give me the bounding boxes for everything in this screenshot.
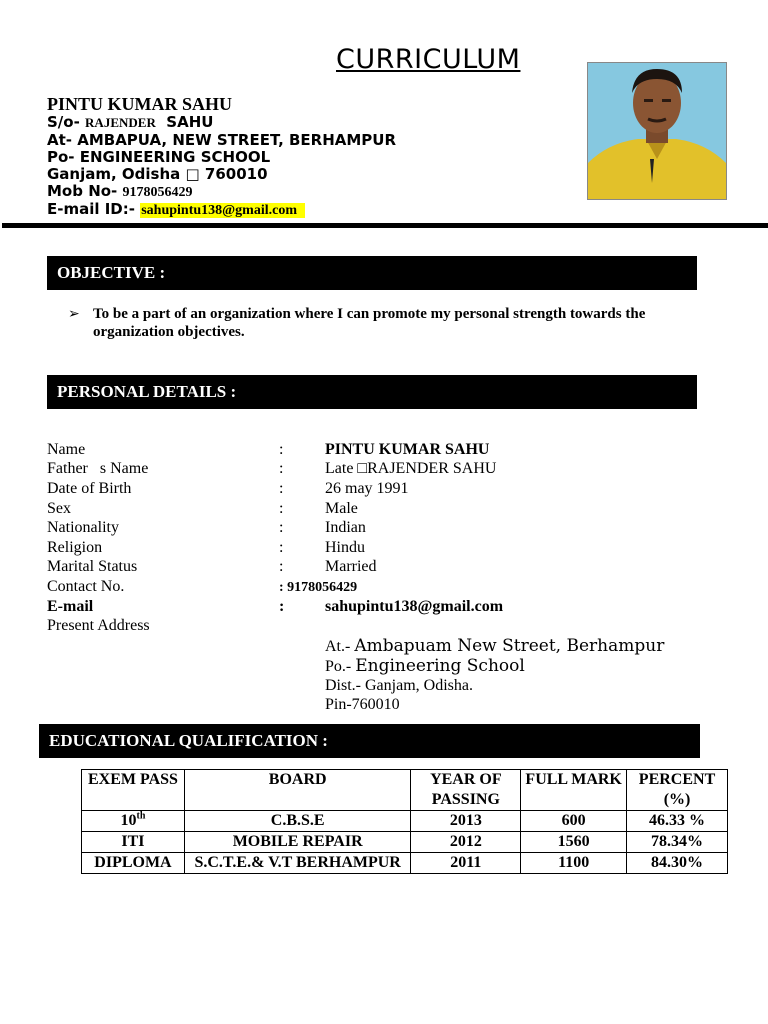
arrow-bullet-icon: ➢ <box>68 306 80 322</box>
father-colon: : <box>279 460 284 477</box>
year-cell: 2012 <box>411 832 521 853</box>
year-cell: 2011 <box>411 853 521 874</box>
sex-colon: : <box>279 500 284 517</box>
address-district: Ganjam, Odisha □ 760010 <box>47 165 268 183</box>
table-row <box>82 832 728 853</box>
year-cell: 2013 <box>411 811 521 832</box>
name-colon: : <box>279 441 284 458</box>
present-address-dist: Dist.- Ganjam, Odisha. <box>325 677 473 694</box>
full-mark-cell: 1560 <box>521 832 627 853</box>
dob-colon: : <box>279 480 284 497</box>
so-name-first: RAJENDER <box>85 115 156 130</box>
religion-colon: : <box>279 539 284 556</box>
email-detail-colon: : <box>279 598 285 615</box>
table-row <box>82 853 728 874</box>
exam-cell: ITI <box>82 832 185 853</box>
header-board: BOARD <box>184 770 411 811</box>
header-year: YEAR OF PASSING <box>411 770 521 811</box>
address-po: Po- ENGINEERING SCHOOL <box>47 148 271 166</box>
document-title: CURRICULUM <box>336 44 521 75</box>
so-prefix: S/o- <box>47 113 86 131</box>
sex-label: Sex <box>47 500 71 517</box>
exam-cell <box>82 811 185 832</box>
address-at-text: Ambapuam New Street, Berhampur <box>354 636 665 656</box>
email-detail-label: E-mail <box>47 598 94 615</box>
exam-text: 10 <box>120 812 137 829</box>
mobile-line <box>47 182 193 201</box>
exam-cell: DIPLOMA <box>82 853 185 874</box>
marital-colon: : <box>279 558 284 575</box>
percent-cell: 84.30% <box>627 853 728 874</box>
nationality-label: Nationality <box>47 519 119 536</box>
present-address-pin: Pin-760010 <box>325 696 400 713</box>
header-percent: PERCENT (%) <box>627 770 728 811</box>
religion-label: Religion <box>47 539 103 556</box>
candidate-name: PINTU KUMAR SAHU <box>47 94 233 114</box>
so-name-last: SAHU <box>166 113 214 131</box>
email-line <box>47 200 305 219</box>
email-label: E-mail ID:- <box>47 200 141 218</box>
header-full-mark: FULL MARK <box>521 770 627 811</box>
parent-line <box>47 113 213 131</box>
exam-suffix: th <box>136 810 146 822</box>
board-cell: S.C.T.E.& V.T BERHAMPUR <box>184 853 411 874</box>
present-address-po <box>325 656 525 676</box>
address-at-prefix: At.- <box>325 638 355 655</box>
objective-heading: OBJECTIVE : <box>47 256 697 290</box>
percent-cell: 46.33 % <box>627 811 728 832</box>
personal-details-heading: PERSONAL DETAILS : <box>47 375 697 409</box>
header-divider <box>2 223 768 228</box>
father-value: Late □RAJENDER SAHU <box>325 460 497 477</box>
full-mark-cell: 600 <box>521 811 627 832</box>
dob-label: Date of Birth <box>47 480 132 497</box>
name-value: PINTU KUMAR SAHU <box>325 441 490 458</box>
contact-label: Contact No. <box>47 578 125 595</box>
board-cell: MOBILE REPAIR <box>184 832 411 853</box>
objective-item <box>68 305 723 341</box>
present-address-at <box>325 636 664 656</box>
mobile-label: Mob No- <box>47 182 123 200</box>
education-heading: EDUCATIONAL QUALIFICATION : <box>39 724 700 758</box>
address-at: At- AMBAPUA, NEW STREET, BERHAMPUR <box>47 131 397 149</box>
religion-value: Hindu <box>325 539 365 556</box>
nationality-colon: : <box>279 519 284 536</box>
marital-value: Married <box>325 558 377 575</box>
sex-value: Male <box>325 500 358 517</box>
address-po-text: Engineering School <box>355 656 525 676</box>
mobile-value: 9178056429 <box>122 185 193 200</box>
dob-value: 26 may 1991 <box>325 480 409 497</box>
full-mark-cell: 1100 <box>521 853 627 874</box>
address-po-prefix: Po.- <box>325 658 356 675</box>
email-value: sahupintu138@gmail.com <box>140 203 305 218</box>
contact-value: : 9178056429 <box>279 580 358 595</box>
objective-text: To be a part of an organization where I can promote my personal strength towards the organization objectives. <box>93 306 646 340</box>
father-label: Father s Name <box>47 460 149 477</box>
education-table <box>81 769 728 874</box>
name-label: Name <box>47 441 86 458</box>
marital-label: Marital Status <box>47 558 138 575</box>
present-address-label: Present Address <box>47 617 150 634</box>
header-exam: EXEM PASS <box>82 770 185 811</box>
nationality-value: Indian <box>325 519 366 536</box>
table-header-row <box>82 770 728 811</box>
board-cell: C.B.S.E <box>184 811 411 832</box>
table-row <box>82 811 728 832</box>
profile-photo <box>587 62 727 200</box>
percent-cell: 78.34% <box>627 832 728 853</box>
email-detail-value: sahupintu138@gmail.com <box>325 598 504 615</box>
